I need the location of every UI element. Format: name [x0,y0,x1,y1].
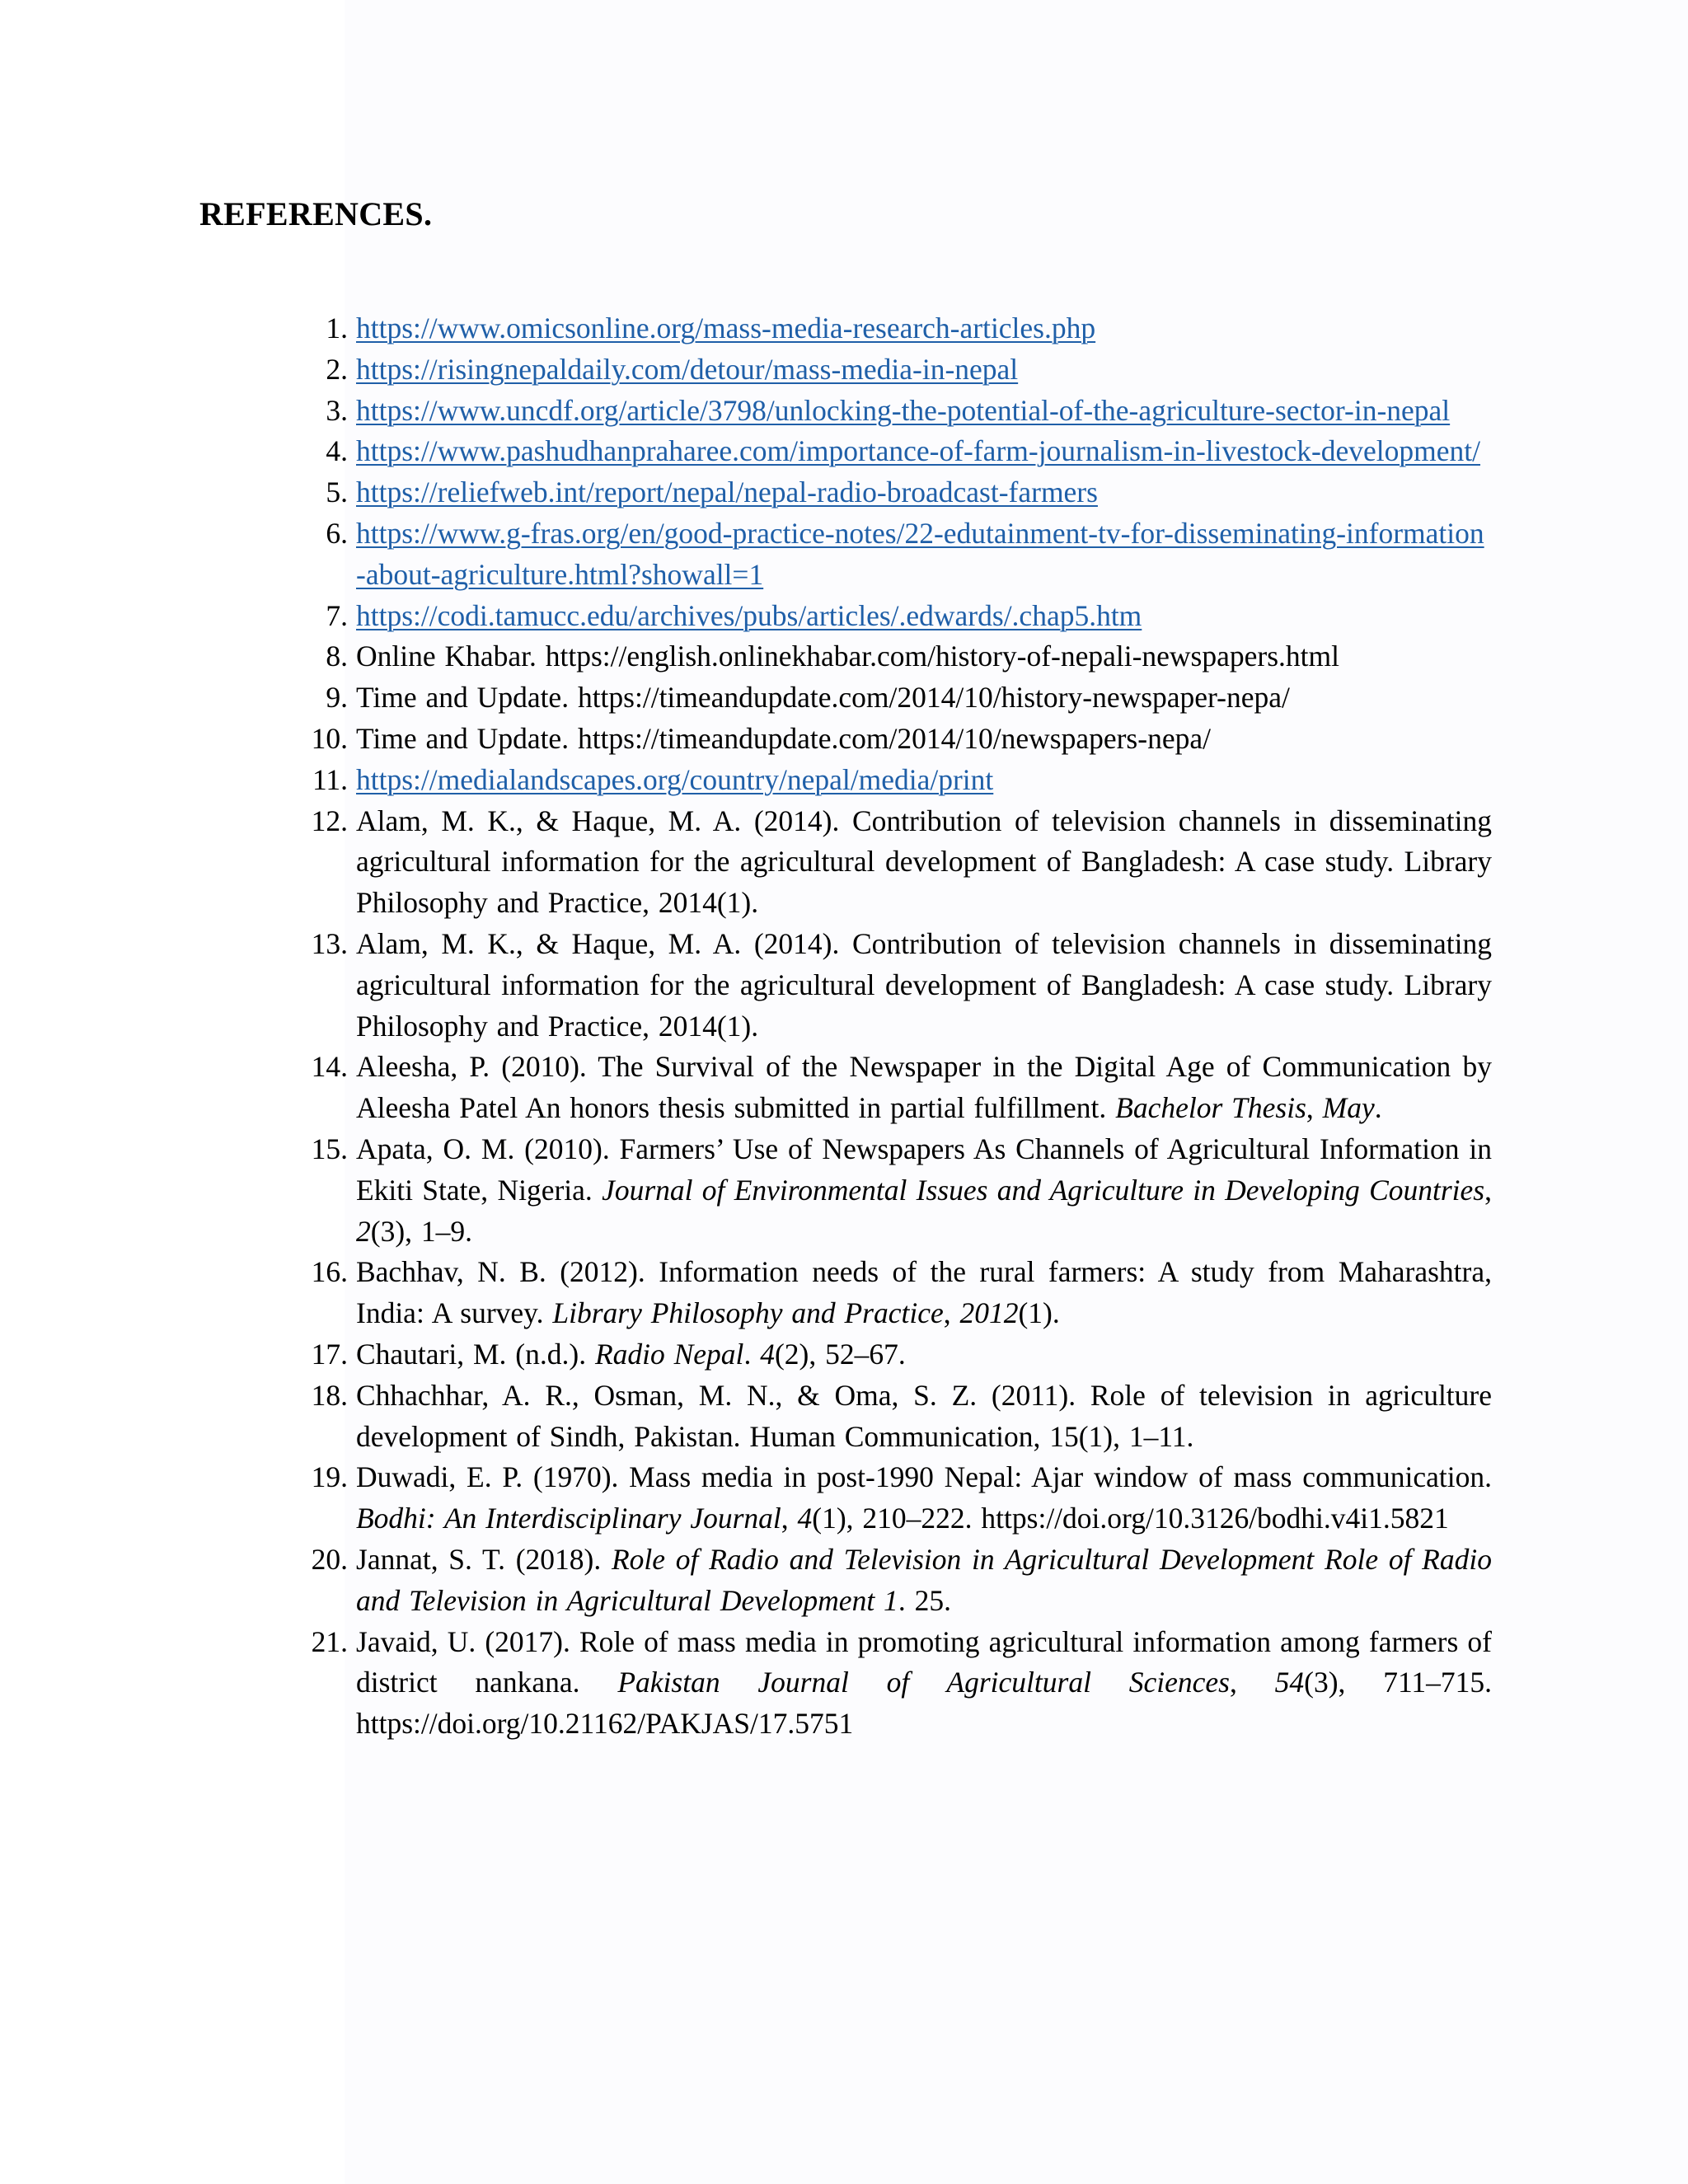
reference-link[interactable]: https://codi.tamucc.edu/archives/pubs/articles/.edwards/.chap5.htm [356,598,1142,632]
reference-number: 10. [311,721,348,755]
reference-number: 5. [326,476,348,509]
reference-number: 12. [311,804,348,837]
reference-item [288,431,1492,472]
reference-number: 7. [326,598,348,632]
reference-number: 8. [326,640,348,673]
reference-text: Alam, M. K., & Haque, M. A. (2014). Contribution of television channels in disseminating agricultural information for the agricultural development of Bangladesh: A case study. Library Philosophy and Practice, 2014(1). [356,804,1492,920]
reference-text: Chautari, M. (n.d.). Radio Nepal. 4(2), 52–67. [356,1337,906,1371]
reference-list [288,308,1492,1745]
reference-link[interactable]: https://risingnepaldaily.com/detour/mass-media-in-nepal [356,352,1019,386]
reference-item [288,636,1492,677]
reference-item [288,801,1492,924]
reference-link[interactable]: https://www.g-fras.org/en/good-practice-notes/22-edutainment-tv-for-disseminating-information-about-agriculture.html?showall=1 [356,516,1484,591]
reference-item [288,1129,1492,1252]
reference-item [288,1376,1492,1458]
reference-item [288,924,1492,1047]
reference-text: Time and Update. https://timeandupdate.com/2014/10/history-newspaper-nepa/ [356,681,1290,715]
reference-number: 4. [326,434,348,468]
reference-number: 15. [311,1132,348,1165]
reference-item [288,596,1492,637]
reference-item [288,719,1492,760]
reference-item [288,349,1492,391]
reference-link[interactable]: https://medialandscapes.org/country/nepal/media/print [356,762,994,796]
reference-number: 11. [312,762,348,796]
reference-item [288,1252,1492,1334]
reference-text: Online Khabar. https://english.onlinekhabar.com/history-of-nepali-newspapers.html [356,640,1339,673]
reference-text: Aleesha, P. (2010). The Survival of the Newspaper in the Digital Age of Communication by Aleesha Patel An honors thesis submitted in partial fulfillment. Bachelor Thesis, May. [356,1050,1492,1125]
reference-number: 14. [311,1050,348,1084]
reference-number: 16. [311,1255,348,1289]
reference-number: 6. [326,516,348,550]
reference-text: Duwadi, E. P. (1970). Mass media in post-1990 Nepal: Ajar window of mass communication. Bodhi: An Interdisciplinary Journal, 4(1), 210–222. https://doi.org/10.3126/bodhi.v4i1.5821 [356,1460,1492,1535]
reference-item [288,1540,1492,1622]
reference-link[interactable]: https://www.uncdf.org/article/3798/unlocking-the-potential-of-the-agriculture-sector-in-nepal [356,393,1451,427]
reference-item [288,513,1492,596]
reference-number: 13. [311,926,348,960]
reference-link[interactable]: https://reliefweb.int/report/nepal/nepal-radio-broadcast-farmers [356,476,1098,509]
reference-number: 21. [311,1624,348,1658]
reference-text: Bachhav, N. B. (2012). Information needs of the rural farmers: A study from Maharashtra, India: A survey. Library Philosophy and Practice, 2012(1). [356,1255,1492,1330]
reference-text: Apata, O. M. (2010). Farmers’ Use of Newspapers As Channels of Agricultural Information in Ekiti State, Nigeria. Journal of Environmental Issues and Agriculture in Developing Countries, 2(3), 1–9. [356,1132,1492,1248]
reference-number: 2. [326,352,348,386]
reference-item [288,391,1492,432]
reference-item [288,1622,1492,1745]
reference-number: 17. [311,1337,348,1371]
reference-text: Javaid, U. (2017). Role of mass media in promoting agricultural information among farmers of district nankana. Pakistan Journal of Agricultural Sciences, 54(3), 711–715. https://doi.org/10.21162/PAKJAS/17.5751 [356,1624,1493,1741]
reference-item [288,1047,1492,1129]
page-title: REFERENCES. [199,195,433,232]
reference-number: 20. [311,1542,348,1576]
reference-item [288,677,1492,719]
reference-item [288,760,1492,801]
reference-number: 1. [326,312,348,344]
reference-item [288,472,1492,513]
reference-number: 18. [311,1378,348,1412]
reference-link[interactable]: https://www.omicsonline.org/mass-media-research-articles.php [356,312,1096,344]
reference-item [288,1334,1492,1376]
reference-item [288,1457,1492,1540]
reference-text: Jannat, S. T. (2018). Role of Radio and Television in Agricultural Development Role of Radio and Television in Agricultural Development 1. 25. [356,1542,1492,1617]
reference-number: 19. [311,1460,348,1494]
reference-text: Alam, M. K., & Haque, M. A. (2014). Contribution of television channels in disseminating agricultural information for the agricultural development of Bangladesh: A case study. Library Philosophy and Practice, 2014(1). [356,926,1492,1043]
reference-text: Chhachhar, A. R., Osman, M. N., & Oma, S. Z. (2011). Role of television in agriculture development of Sindh, Pakistan. Human Communication, 15(1), 1–11. [356,1378,1492,1453]
reference-number: 9. [326,681,348,715]
reference-item [288,308,1492,349]
reference-link[interactable]: https://www.pashudhanpraharee.com/importance-of-farm-journalism-in-livestock-development/ [356,434,1481,468]
reference-number: 3. [326,393,348,427]
reference-text: Time and Update. https://timeandupdate.com/2014/10/newspapers-nepa/ [356,721,1211,755]
